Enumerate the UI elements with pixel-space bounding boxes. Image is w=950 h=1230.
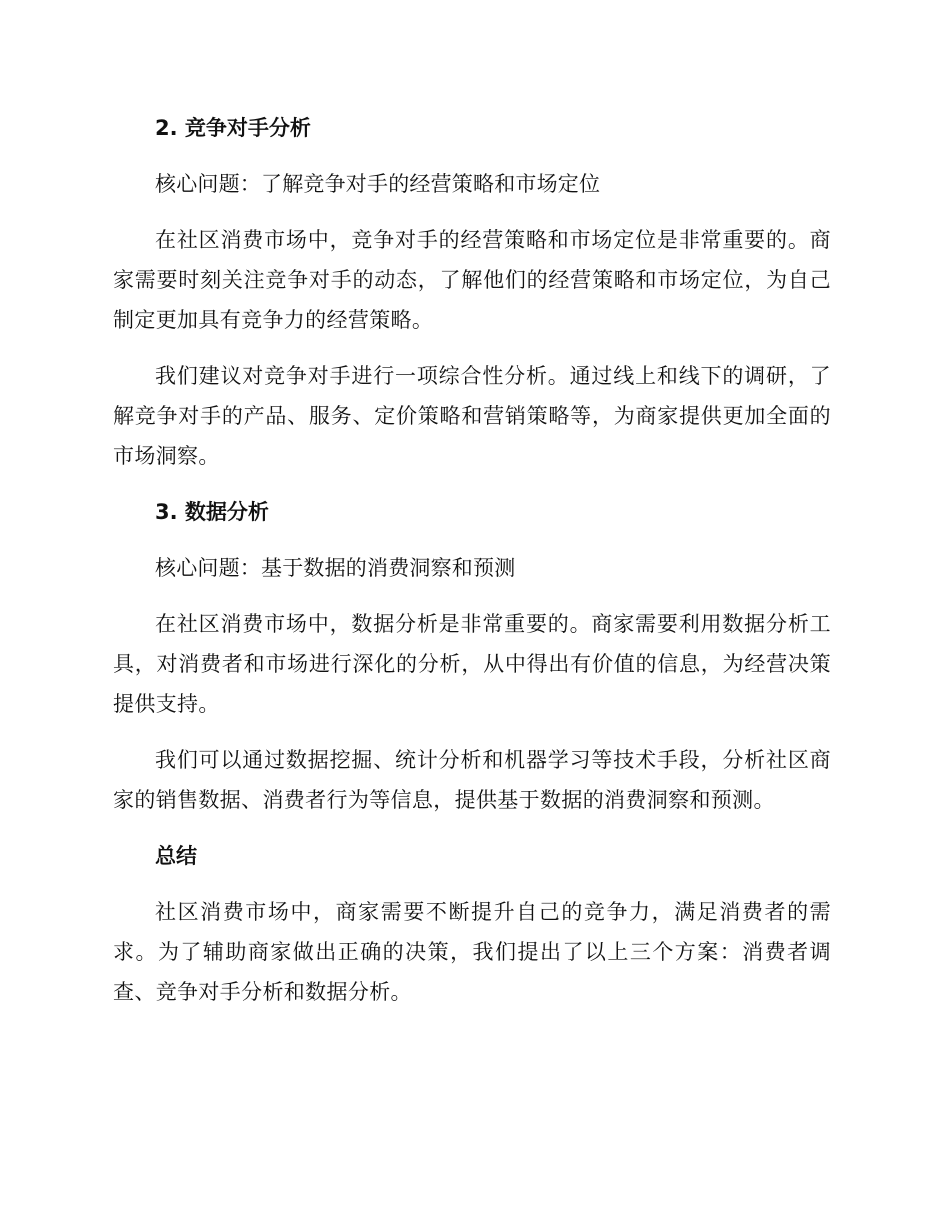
paragraph-competitor-1: 在社区消费市场中，竞争对手的经营策略和市场定位是非常重要的。商家需要时刻关注竞争对手的动态，了解他们的经营策略和市场定位，为自己制定更加具有竞争力的经营策略。 (113, 228, 831, 332)
core-question-data-analysis: 核心问题：基于数据的消费洞察和预测 (155, 556, 516, 580)
document-body (113, 108, 831, 1028)
summary-paragraph: 社区消费市场中，商家需要不断提升自己的竞争力，满足消费者的需求。为了辅助商家做出正确的决策，我们提出了以上三个方案：消费者调查、竞争对手分析和数据分析。 (113, 900, 831, 1004)
paragraph-data-2: 我们可以通过数据挖掘、统计分析和机器学习等技术手段，分析社区商家的销售数据、消费者行为等信息，提供基于数据的消费洞察和预测。 (113, 748, 831, 812)
paragraph-competitor-2: 我们建议对竞争对手进行一项综合性分析。通过线上和线下的调研，了解竞争对手的产品、服务、定价策略和营销策略等，为商家提供更加全面的市场洞察。 (113, 364, 831, 468)
summary-heading: 总结 (155, 844, 197, 868)
section-heading-competitor-analysis: 2. 竞争对手分析 (155, 116, 311, 140)
section-heading-data-analysis: 3. 数据分析 (155, 500, 269, 524)
core-question-competitor-analysis: 核心问题：了解竞争对手的经营策略和市场定位 (155, 172, 601, 196)
paragraph-data-1: 在社区消费市场中，数据分析是非常重要的。商家需要利用数据分析工具，对消费者和市场进行深化的分析，从中得出有价值的信息，为经营决策提供支持。 (113, 612, 831, 716)
